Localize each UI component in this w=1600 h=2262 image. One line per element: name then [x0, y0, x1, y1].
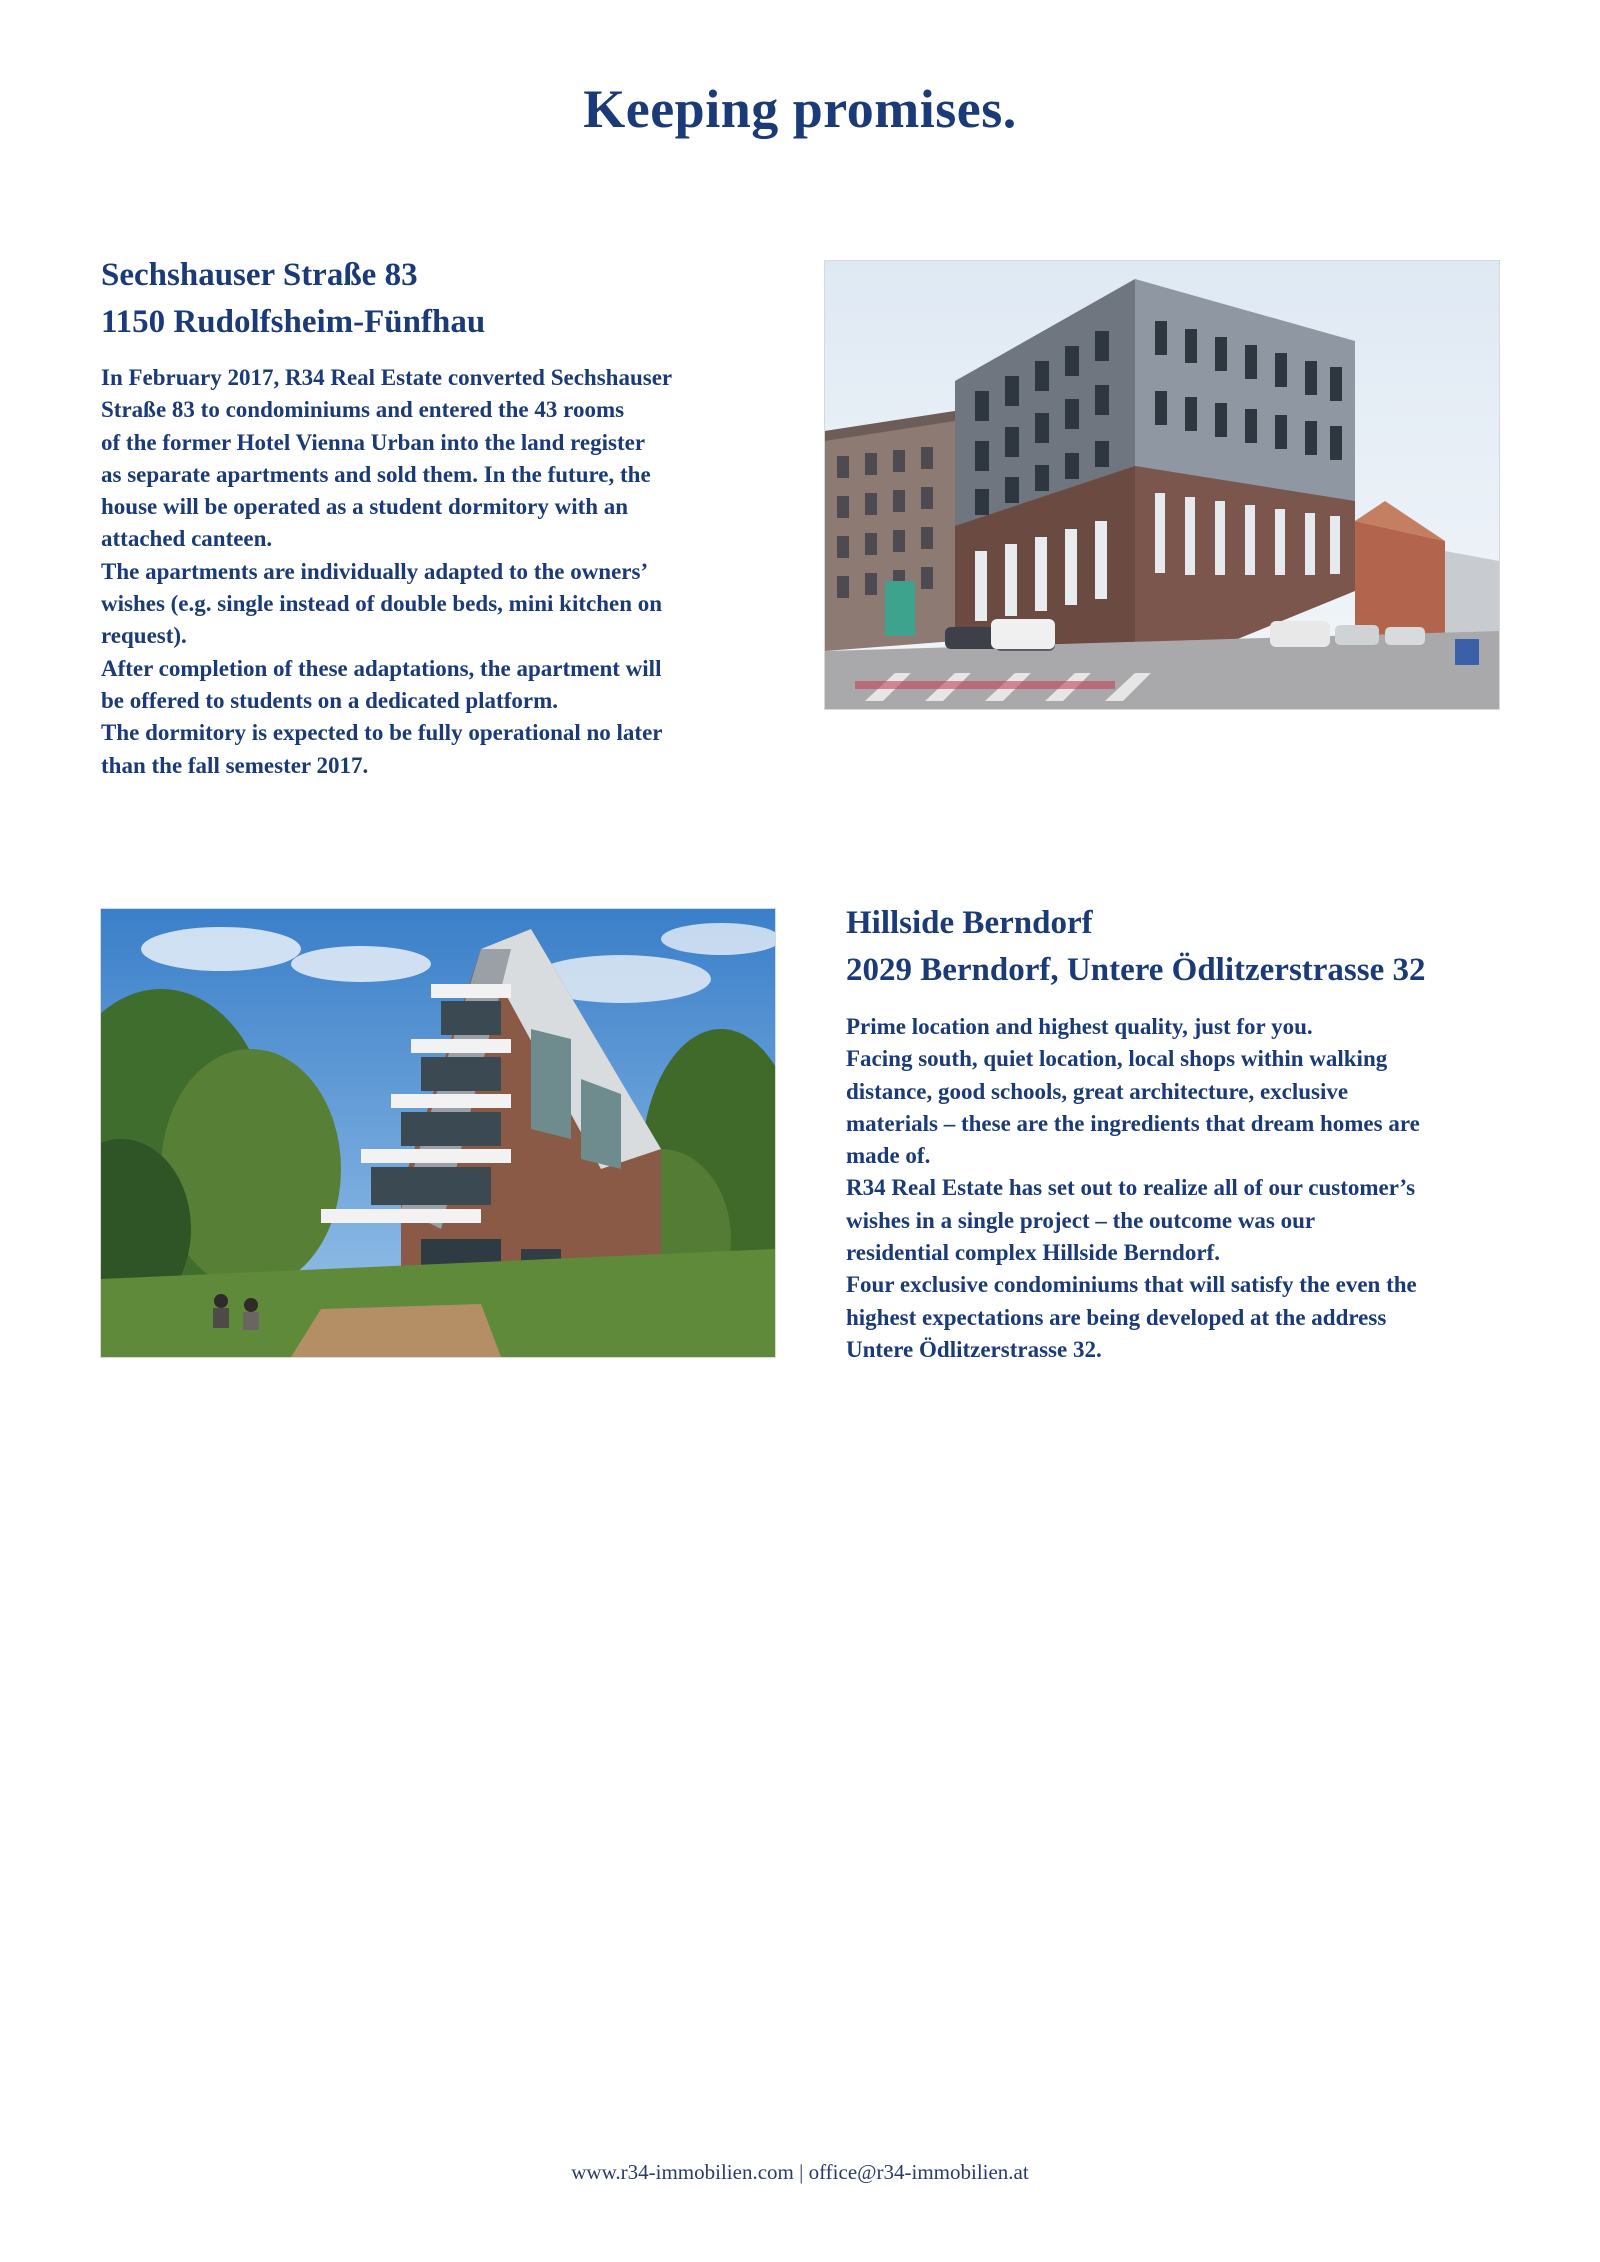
- description-line: Four exclusive condominiums that will satisfy the even the: [846, 1272, 1417, 1298]
- description-line: After completion of these adaptations, the apartment will: [101, 655, 662, 681]
- building-rendering-hillside: [100, 908, 776, 1358]
- project-2-address: 2029 Berndorf, Untere Ödlitzerstrasse 32: [846, 952, 1426, 988]
- page-title: Keeping promises.: [583, 79, 1017, 139]
- description-line: Prime location and highest quality, just for you.: [846, 1014, 1313, 1039]
- description-line: Straße 83 to condominiums and entered the 43 rooms: [101, 397, 625, 423]
- footer-contact: www.r34-immobilien.com | office@r34-immobilien.at: [571, 2160, 1029, 2184]
- project-2-description: [846, 1011, 1526, 1366]
- building-photo-sechshauser: [824, 260, 1500, 710]
- description-line: materials – these are the ingredients that dream homes are: [846, 1110, 1420, 1136]
- description-line: distance, good schools, great architecture, exclusive: [846, 1078, 1349, 1104]
- project-1-street: Sechshauser Straße 83: [101, 257, 418, 293]
- description-line: Untere Ödlitzerstrasse 32.: [846, 1336, 1102, 1362]
- description-line: than the fall semester 2017.: [101, 752, 369, 778]
- project-2-heading: [846, 900, 1426, 994]
- description-line: attached canteen.: [101, 526, 273, 552]
- project-1-district: 1150 Rudolfsheim-Fünfhau: [101, 304, 486, 340]
- description-line: as separate apartments and sold them. In the future, the: [101, 461, 651, 487]
- description-line: Facing south, quiet location, local shops within walking: [846, 1046, 1388, 1072]
- description-line: The apartments are individually adapted to the owners’: [101, 558, 649, 584]
- description-line: be offered to students on a dedicated platform.: [101, 687, 558, 713]
- description-line: wishes in a single project – the outcome was our: [846, 1207, 1316, 1233]
- project-2-name: Hillside Berndorf: [846, 905, 1093, 941]
- description-line: The dormitory is expected to be fully operational no later: [101, 720, 663, 746]
- description-line: wishes (e.g. single instead of double beds, mini kitchen on: [101, 591, 663, 617]
- project-1-description: [101, 362, 781, 782]
- description-line: house will be operated as a student dormitory with an: [101, 494, 629, 520]
- project-1-heading: [101, 252, 485, 346]
- description-line: of the former Hotel Vienna Urban into the land register: [101, 429, 646, 455]
- description-line: request).: [101, 623, 187, 649]
- description-line: highest expectations are being developed at the address: [846, 1304, 1387, 1330]
- description-line: made of.: [846, 1143, 931, 1169]
- description-line: residential complex Hillside Berndorf.: [846, 1240, 1220, 1266]
- description-line: R34 Real Estate has set out to realize all of our customer’s: [846, 1175, 1416, 1201]
- description-line: In February 2017, R34 Real Estate converted Sechshauser: [101, 365, 673, 390]
